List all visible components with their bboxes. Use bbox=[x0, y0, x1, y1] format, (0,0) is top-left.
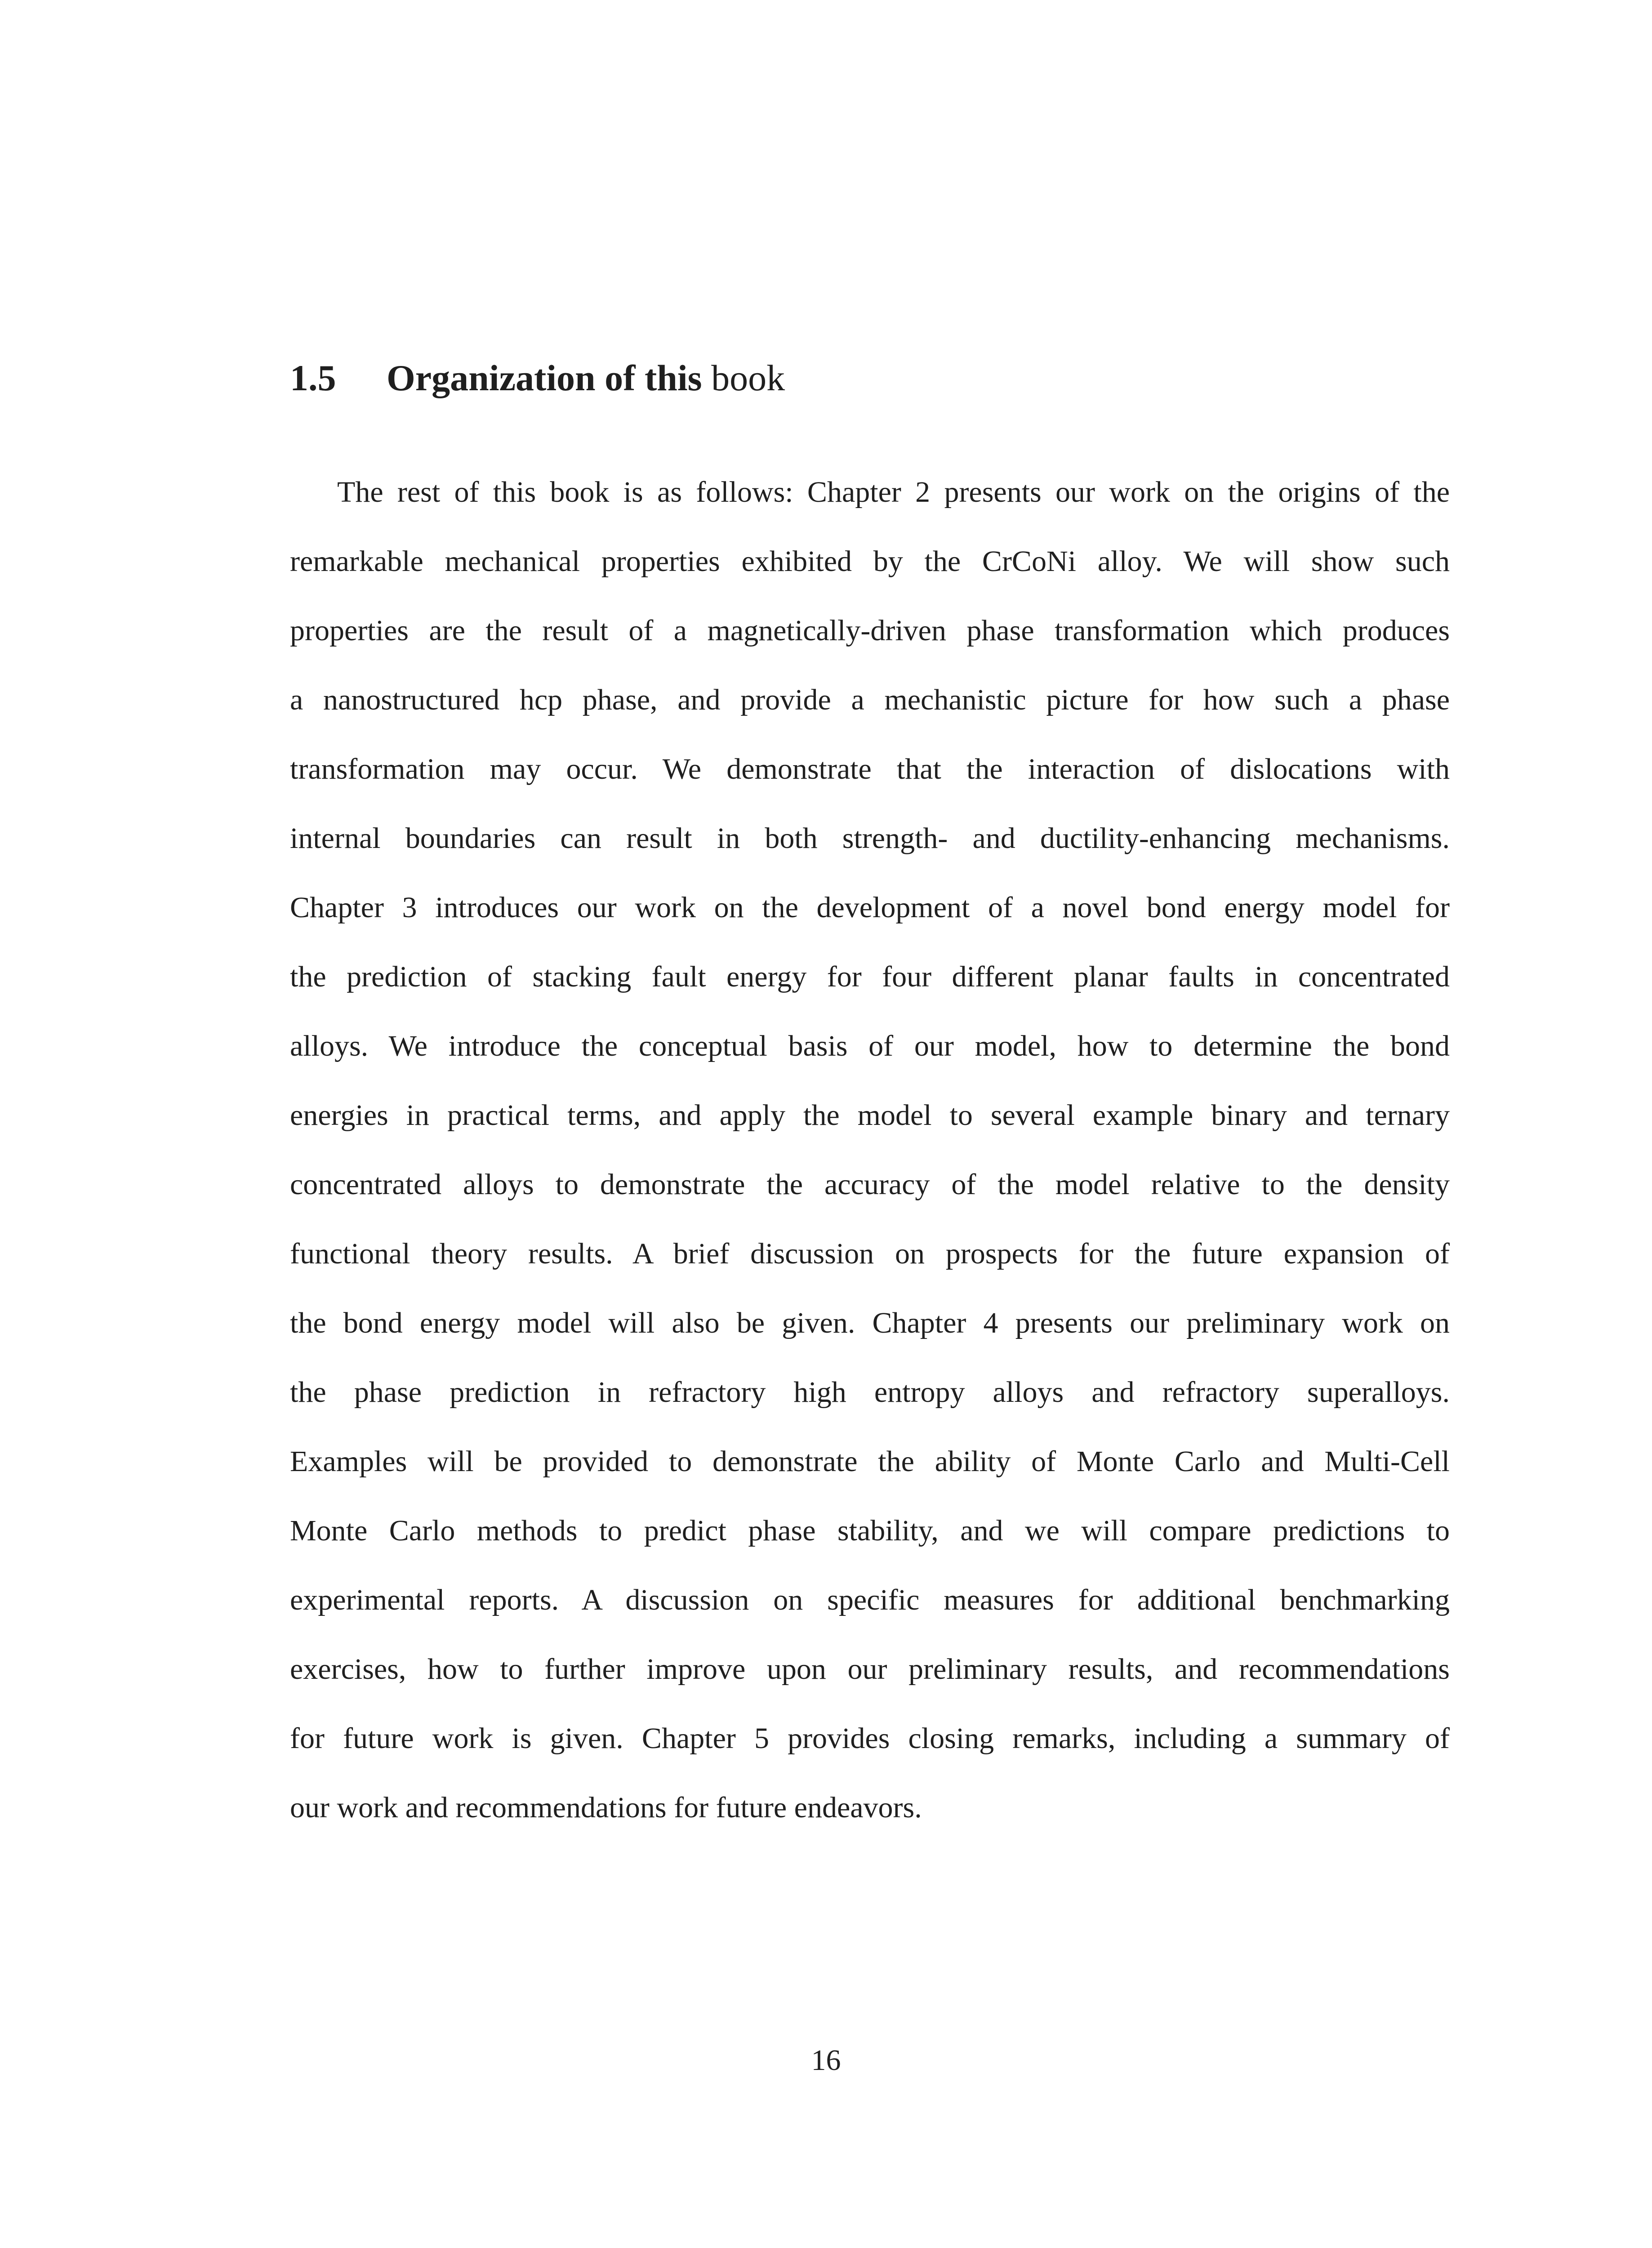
section-number: 1.5 bbox=[290, 357, 336, 398]
paragraph-line: the bond energy model will also be given. Chapter 4 presents our preliminary work on bbox=[290, 1307, 1450, 1339]
paragraph-line: concentrated alloys to demonstrate the accuracy of the model relative to the density bbox=[290, 1168, 1450, 1201]
paragraph-line: exercises, how to further improve upon our preliminary results, and recommendations bbox=[290, 1653, 1450, 1686]
paragraph-line: Monte Carlo methods to predict phase stability, and we will compare predictions to bbox=[290, 1514, 1450, 1547]
section-paragraph bbox=[290, 468, 1450, 1852]
paragraph-line: Examples will be provided to demonstrate the ability of Monte Carlo and Multi-Cell bbox=[290, 1445, 1450, 1478]
page-number: 16 bbox=[811, 2044, 841, 2077]
paragraph-line: functional theory results. A brief discussion on prospects for the future expansion of bbox=[290, 1237, 1450, 1270]
paragraph-line: a nanostructured hcp phase, and provide a mechanistic picture for how such a phase bbox=[290, 683, 1450, 716]
paragraph-line: energies in practical terms, and apply the model to several example binary and ternary bbox=[290, 1099, 1450, 1132]
paragraph-line: internal boundaries can result in both strength- and ductility-enhancing mechanisms. bbox=[290, 822, 1450, 855]
paragraph-line: the prediction of stacking fault energy for four different planar faults in concentrated bbox=[290, 960, 1450, 993]
section-heading bbox=[290, 357, 785, 398]
section-title-tail: book bbox=[711, 357, 785, 398]
paragraph-line: our work and recommendations for future endeavors. bbox=[290, 1791, 922, 1824]
paragraph-line: alloys. We introduce the conceptual basis of our model, how to determine the bond bbox=[290, 1030, 1450, 1062]
paragraph-line: properties are the result of a magnetically-driven phase transformation which produces bbox=[290, 614, 1450, 647]
paragraph-line: Chapter 3 introduces our work on the development of a novel bond energy model for bbox=[290, 891, 1450, 924]
paragraph-line: transformation may occur. We demonstrate that the interaction of dislocations with bbox=[290, 753, 1450, 785]
paragraph-line: for future work is given. Chapter 5 provides closing remarks, including a summary of bbox=[290, 1722, 1450, 1755]
paragraph-line: The rest of this book is as follows: Chapter 2 presents our work on the origins of the bbox=[337, 476, 1450, 508]
paragraph-line: the phase prediction in refractory high entropy alloys and refractory superalloys. bbox=[290, 1376, 1450, 1409]
section-title: Organization of this bbox=[387, 357, 702, 398]
paragraph-line: experimental reports. A discussion on specific measures for additional benchmarking bbox=[290, 1583, 1450, 1616]
paragraph-line: remarkable mechanical properties exhibited by the CrCoNi alloy. We will show such bbox=[290, 545, 1450, 578]
